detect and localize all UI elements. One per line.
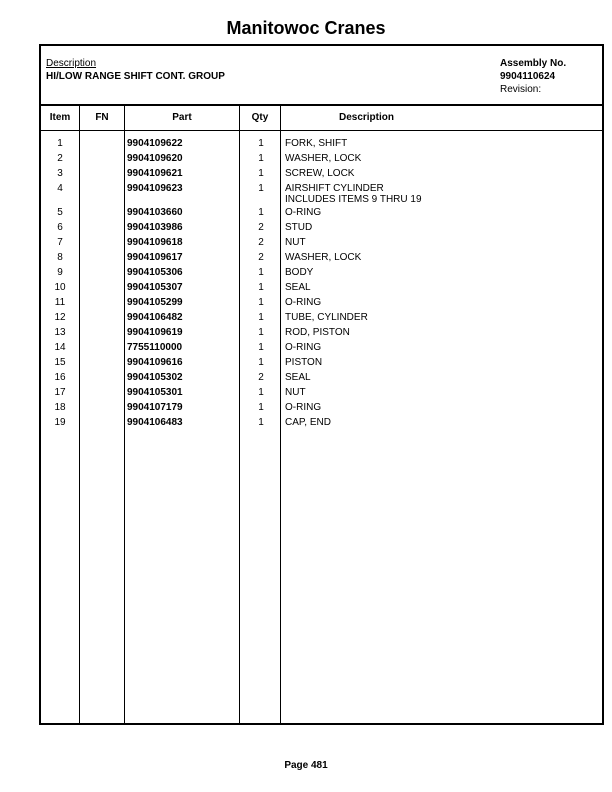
part-cell: 9904105306: [127, 267, 183, 278]
column-header-description: Description: [338, 112, 394, 123]
description-line: O-RING: [285, 402, 322, 413]
description-line: SCREW, LOCK: [285, 168, 355, 179]
item-cell: 19: [54, 417, 66, 428]
document-title: Manitowoc Cranes: [226, 18, 386, 38]
item-cell: 14: [54, 342, 66, 353]
table-row: [41, 282, 602, 297]
item-cell: 8: [57, 252, 63, 263]
table-row: [41, 183, 602, 207]
column-header-part: Part: [172, 112, 192, 123]
item-cell: 1: [57, 138, 63, 149]
description-line: WASHER, LOCK: [285, 153, 362, 164]
qty-cell: 1: [258, 312, 264, 323]
item-cell: 5: [57, 207, 63, 218]
item-cell: 4: [57, 183, 63, 194]
table-row: [41, 237, 602, 252]
qty-cell: 2: [258, 252, 264, 263]
table-row: [41, 327, 602, 342]
table-row: [41, 267, 602, 282]
table-row: [41, 312, 602, 327]
description-line: BODY: [285, 267, 314, 278]
qty-cell: 2: [258, 237, 264, 248]
description-line: NUT: [285, 237, 306, 248]
item-cell: 11: [54, 297, 66, 308]
part-cell: 9904105301: [127, 387, 183, 398]
description-line: ROD, PISTON: [285, 327, 350, 338]
parts-list-frame: [39, 44, 604, 725]
item-cell: 16: [54, 372, 66, 383]
qty-cell: 1: [258, 183, 264, 194]
column-header-item: Item: [49, 112, 71, 123]
description-cell: [285, 207, 321, 218]
part-cell: 9904106483: [127, 417, 183, 428]
qty-cell: 1: [258, 297, 264, 308]
description-cell: [285, 267, 313, 278]
description-cell: [285, 327, 350, 338]
description-line: O-RING: [285, 342, 322, 353]
part-cell: 9904105302: [127, 372, 183, 383]
description-line: CAP, END: [285, 417, 331, 428]
table-row: [41, 222, 602, 237]
description-cell: [285, 357, 322, 368]
description-line: WASHER, LOCK: [285, 252, 362, 263]
table-row: [41, 402, 602, 417]
qty-cell: 1: [258, 138, 264, 149]
assembly-number: 9904110624: [500, 71, 556, 82]
description-label: Description: [46, 58, 97, 69]
description-note: INCLUDES ITEMS 9 THRU 19: [285, 194, 422, 205]
description-line: TUBE, CYLINDER: [285, 312, 368, 323]
description-value: HI/LOW RANGE SHIFT CONT. GROUP: [46, 71, 225, 82]
description-line: SEAL: [285, 372, 311, 383]
column-header-qty: Qty: [251, 112, 269, 123]
qty-cell: 2: [258, 222, 264, 233]
item-cell: 2: [57, 153, 63, 164]
column-header-fn: FN: [95, 112, 109, 123]
part-cell: 9904103660: [127, 207, 183, 218]
item-cell: 13: [54, 327, 66, 338]
qty-cell: 1: [258, 153, 264, 164]
part-cell: 9904109619: [127, 327, 183, 338]
item-cell: 3: [57, 168, 63, 179]
description-line: PISTON: [285, 357, 323, 368]
qty-cell: 1: [258, 357, 264, 368]
part-cell: 9904109620: [127, 153, 183, 164]
qty-cell: 1: [258, 402, 264, 413]
qty-cell: 1: [258, 327, 264, 338]
table-row: [41, 297, 602, 312]
header-divider: [41, 104, 602, 106]
part-cell: 9904109617: [127, 252, 183, 263]
part-cell: 9904109621: [127, 168, 183, 179]
part-cell: 9904105307: [127, 282, 183, 293]
description-cell: [285, 252, 361, 263]
qty-cell: 1: [258, 282, 264, 293]
assembly-block: [500, 57, 566, 96]
item-cell: 7: [57, 237, 63, 248]
description-line: SEAL: [285, 282, 311, 293]
description-cell: [285, 282, 311, 293]
description-cell: [285, 402, 321, 413]
table-row: [41, 138, 602, 153]
part-cell: 7755110000: [127, 342, 183, 353]
description-cell: [285, 297, 321, 308]
part-cell: 9904109618: [127, 237, 183, 248]
qty-cell: 1: [258, 342, 264, 353]
qty-cell: 1: [258, 387, 264, 398]
parts-table-body: [41, 138, 602, 432]
description-cell: [285, 183, 422, 205]
part-cell: 9904109616: [127, 357, 183, 368]
qty-cell: 1: [258, 207, 264, 218]
part-cell: 9904107179: [127, 402, 183, 413]
description-cell: [285, 168, 354, 179]
table-row: [41, 153, 602, 168]
table-row: [41, 207, 602, 222]
description-cell: [285, 342, 321, 353]
table-row: [41, 342, 602, 357]
item-cell: 15: [54, 357, 66, 368]
table-row: [41, 357, 602, 372]
description-line: FORK, SHIFT: [285, 138, 348, 149]
item-cell: 17: [54, 387, 66, 398]
part-cell: 9904106482: [127, 312, 183, 323]
description-line: NUT: [285, 387, 306, 398]
part-cell: 9904105299: [127, 297, 183, 308]
description-line: O-RING: [285, 297, 322, 308]
description-line: AIRSHIFT CYLINDER: [285, 183, 384, 194]
item-cell: 6: [57, 222, 63, 233]
qty-cell: 1: [258, 267, 264, 278]
column-header-divider: [41, 130, 602, 131]
item-cell: 9: [57, 267, 63, 278]
description-cell: [285, 372, 311, 383]
description-block: [46, 57, 225, 83]
description-cell: [285, 138, 347, 149]
revision-label: Revision:: [500, 84, 542, 95]
table-row: [41, 417, 602, 432]
qty-cell: 1: [258, 168, 264, 179]
qty-cell: 2: [258, 372, 264, 383]
part-cell: 9904109623: [127, 183, 183, 194]
description-line: STUD: [285, 222, 313, 233]
description-cell: [285, 222, 312, 233]
qty-cell: 1: [258, 417, 264, 428]
table-row: [41, 252, 602, 267]
description-line: O-RING: [285, 207, 322, 218]
item-cell: 12: [54, 312, 66, 323]
part-cell: 9904103986: [127, 222, 183, 233]
description-cell: [285, 237, 306, 248]
description-cell: [285, 387, 306, 398]
description-cell: [285, 417, 331, 428]
page-number: Page 481: [284, 760, 328, 771]
table-row: [41, 372, 602, 387]
table-row: [41, 387, 602, 402]
item-cell: 10: [54, 282, 66, 293]
description-cell: [285, 312, 368, 323]
table-row: [41, 168, 602, 183]
item-cell: 18: [54, 402, 66, 413]
part-cell: 9904109622: [127, 138, 183, 149]
description-cell: [285, 153, 361, 164]
assembly-label: Assembly No.: [500, 58, 567, 69]
